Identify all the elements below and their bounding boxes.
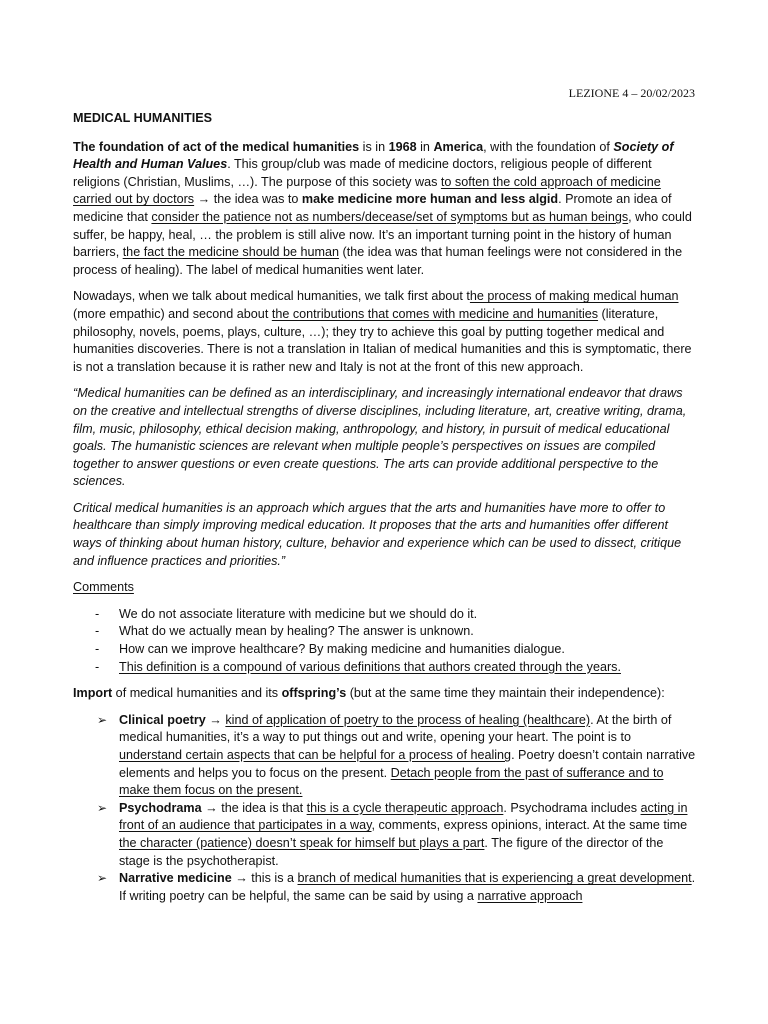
lesson-header: LEZIONE 4 – 20/02/2023 (568, 86, 695, 100)
document-body (73, 110, 696, 905)
text-underlined: to soften the cold approach of medicine carried out by doctors (73, 174, 661, 207)
comment-text: This definition is a compound of various definitions that authors created through the years. (119, 659, 621, 674)
list-item (73, 659, 696, 677)
text: . This group/club was made of medicine doctors, religious people of different religions (Christian, Muslims, …). The purpose of this society was (73, 157, 652, 189)
text: . Psychodrama includes (503, 800, 641, 815)
text: → (205, 712, 226, 727)
comments-list (73, 606, 696, 676)
list-item-narrative-medicine (73, 870, 696, 905)
text: , comments, express opinions, interact. At the same time (371, 818, 688, 833)
arrowhead-bullet-icon: ➢ (97, 800, 108, 815)
text: (more empathic) and second about (73, 306, 272, 321)
text-bold: America (433, 139, 484, 154)
text: . If writing poetry can be helpful, the same can be said by using a (119, 871, 696, 903)
offspring-list (73, 712, 696, 906)
text: . Poetry doesn’t contain narrative elements and helps you to focus on the present. (119, 748, 696, 780)
arrowhead-bullet-icon: ➢ (97, 712, 108, 727)
paragraph-nowadays (73, 288, 696, 376)
dash-bullet: - (95, 624, 100, 639)
arrowhead-bullet-icon: ➢ (97, 871, 108, 886)
list-item-psychodrama (73, 800, 696, 870)
text-underlined: narrative approach (477, 888, 583, 903)
text: (the idea was that human feelings were not considered in the process of healing). The label of medical humanities went later. (73, 245, 683, 277)
list-item (73, 606, 696, 624)
text-underlined: kind of application of poetry to the process of healing (healthcare) (225, 712, 591, 727)
text-underlined: the fact the medicine should be human (122, 245, 340, 260)
text-underlined: the contributions that comes with medicine and humanities (271, 306, 599, 321)
page-title: MEDICAL HUMANITIES (73, 111, 212, 125)
text: → the idea is that (201, 800, 307, 815)
comments-title: Comments (73, 580, 134, 595)
text-underlined: this is a cycle therapeutic approach (306, 800, 504, 815)
text: is in (359, 139, 389, 154)
dash-bullet: - (95, 659, 100, 674)
text-underlined: branch of medical humanities that is experiencing a great development (297, 871, 692, 886)
comments-heading (73, 579, 696, 597)
list-item (73, 641, 696, 659)
comment-text: We do not associate literature with medicine but we should do it. (119, 606, 478, 621)
text-underlined: Detach people from the past of sufferance and to make them focus on the present. (119, 765, 664, 798)
dash-bullet: - (95, 642, 100, 657)
text: in (416, 139, 434, 154)
text: → this is a (231, 871, 298, 886)
term: Clinical poetry (119, 712, 206, 727)
text-bold: 1968 (388, 139, 417, 154)
term: Narrative medicine (119, 871, 232, 886)
text: Nowadays, when we talk about medical humanities, we talk first about t (73, 289, 470, 304)
paragraph-import (73, 685, 696, 703)
comment-text: How can we improve healthcare? By making medicine and humanities dialogue. (119, 642, 565, 657)
text: . Promote an idea of medicine that (73, 192, 672, 224)
dash-bullet: - (95, 606, 100, 621)
text: , who could suffer, be happy, heal, … the problem is still alive now. It’s an important turning point in the history of human barriers, (73, 209, 692, 260)
text-underlined: the character (patience) doesn’t speak for himself but plays a part (119, 835, 485, 850)
text-underlined: acting in front of an audience that participates in a way (119, 800, 688, 833)
text: of medical humanities and its (112, 686, 282, 701)
text-underlined: understand certain aspects that can be helpful for a process of healing (119, 748, 512, 762)
text-bold: Import (73, 686, 113, 701)
text-underlined: consider the patience not as numbers/decease/set of symptoms but as human beings (151, 209, 629, 224)
text: (but at the same time they maintain their independence): (346, 686, 665, 701)
list-item (73, 623, 696, 641)
paragraph-foundation (73, 139, 696, 280)
text-bold: make medicine more human and less algid (301, 192, 559, 207)
term: Psychodrama (119, 800, 202, 815)
text-bold: The foundation of act of the medical humanities (73, 139, 360, 154)
text: . At the birth of medical humanities, it’s a way to put things out and write, opening your heart. The point is to (119, 712, 672, 745)
text-underlined: he process of making medical human (469, 289, 679, 304)
text: (literature, philosophy, novels, poems, plays, culture, …); they try to achieve this goal by putting together medical and humanities discoveries. There is not a translation in Italian of medical humanities and this is symptomatic, there is not a translation because it is rather new and Italy is not at the front of this new approach. (73, 306, 692, 374)
list-item-clinical-poetry (73, 712, 696, 800)
quote-critical: Critical medical humanities is an approach which argues that the arts and humanities have more to offer to healthcare than simply improving medical education. It proposes that the arts and humanities offer different ways of thinking about human history, culture, behavior and experience which can be used to dissect, critique and influence practices and priorities.” (73, 500, 682, 568)
text: , with the foundation of (483, 139, 614, 154)
text-bold: offspring’s (281, 686, 347, 701)
text: → the idea was to (194, 192, 302, 207)
text: . The figure of the director of the stage is the psychotherapist. (119, 835, 664, 868)
comment-text: What do we actually mean by healing? The answer is unknown. (119, 624, 474, 639)
quote-definition: “Medical humanities can be defined as an interdisciplinary, and increasingly international endeavor that draws on the creative and intellectual strengths of diverse disciplines, including literature, art, creative writing, drama, film, music, philosophy, ethical decision making, anthropology, and history, in pursuit of medical educational goals. The humanistic sciences are relevant when multiple people’s perspectives on issues are compiled together to answer questions or even create questions. The arts can provide additional perspective to the sciences. (73, 386, 687, 489)
text-bold-italic: Society of Health and Human Values (73, 139, 674, 172)
